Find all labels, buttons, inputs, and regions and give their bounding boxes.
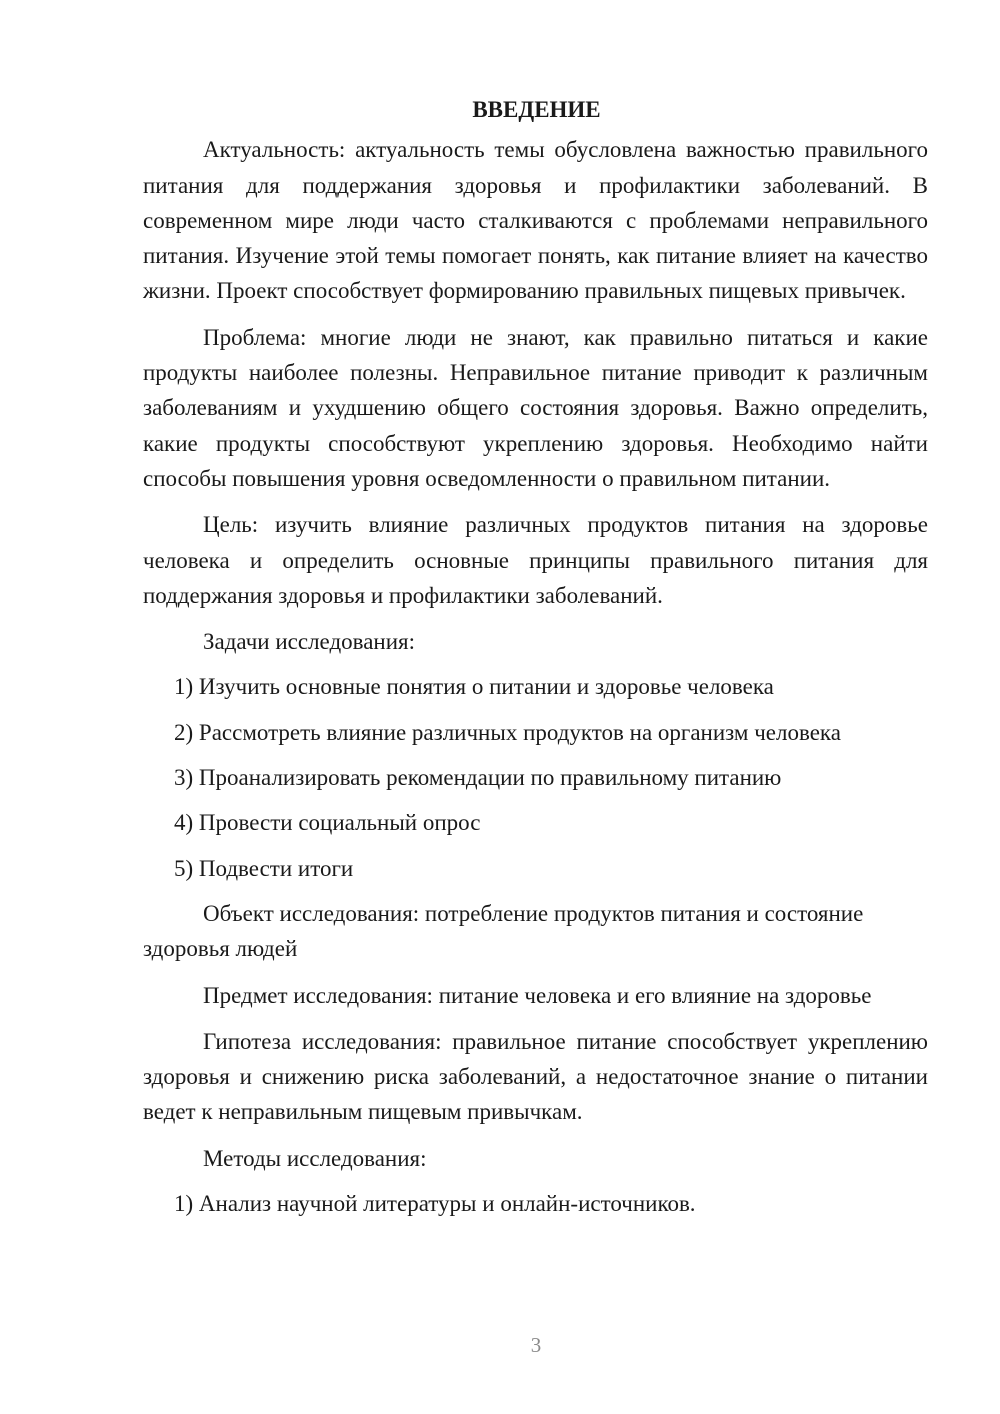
task-item: 1) Изучить основные понятия о питании и здоровье человека: [174, 674, 774, 700]
task-item: 5) Подвести итоги: [174, 855, 354, 881]
task-item: 2) Рассмотреть влияние различных продуктов на организм человека: [174, 719, 841, 745]
document-body: [143, 92, 928, 1231]
page-number: 3: [530, 1333, 542, 1357]
paragraph-hypothesis: Гипотеза исследования: правильное питание способствует укреплению здоровья и снижению риска заболеваний, а недостаточное знание о питании ведет к неправильным пищевым привычкам.: [143, 1028, 928, 1125]
paragraph-relevance: Актуальность: актуальность темы обусловлена важностью правильного питания для поддержания здоровья и профилактики заболеваний. В современном мире люди часто сталкиваются с проблемами неправильного питания. Изучение этой темы помогает понять, как питание влияет на качество жизни. Проект способствует формированию правильных пищевых привычек.: [143, 137, 928, 304]
paragraph-object: Объект исследования: потребление продуктов питания и состояние здоровья людей: [143, 900, 864, 962]
paragraph-goal: Цель: изучить влияние различных продуктов питания на здоровье человека и определить основные принципы правильного питания для поддержания здоровья и профилактики заболеваний.: [143, 512, 928, 608]
paragraph-subject: Предмет исследования: питание человека и его влияние на здоровье: [203, 982, 872, 1008]
tasks-title: Задачи исследования:: [203, 629, 416, 655]
task-item: 4) Провести социальный опрос: [174, 810, 481, 836]
methods-title: Методы исследования:: [203, 1145, 427, 1171]
paragraph-problem: Проблема: многие люди не знают, как правильно питаться и какие продукты наиболее полезны. Неправильное питание приводит к различным заболеваниям и ухудшению общего состояния здоровья. Важно определить, какие продукты способствуют укреплению здоровья. Необходимо найти способы повышения уровня осведомленности о правильном питании.: [143, 324, 928, 491]
section-heading: ВВЕДЕНИЕ: [472, 97, 601, 122]
task-item: 3) Проанализировать рекомендации по правильному питанию: [174, 765, 782, 791]
method-item: 1) Анализ научной литературы и онлайн-источников.: [174, 1191, 696, 1217]
